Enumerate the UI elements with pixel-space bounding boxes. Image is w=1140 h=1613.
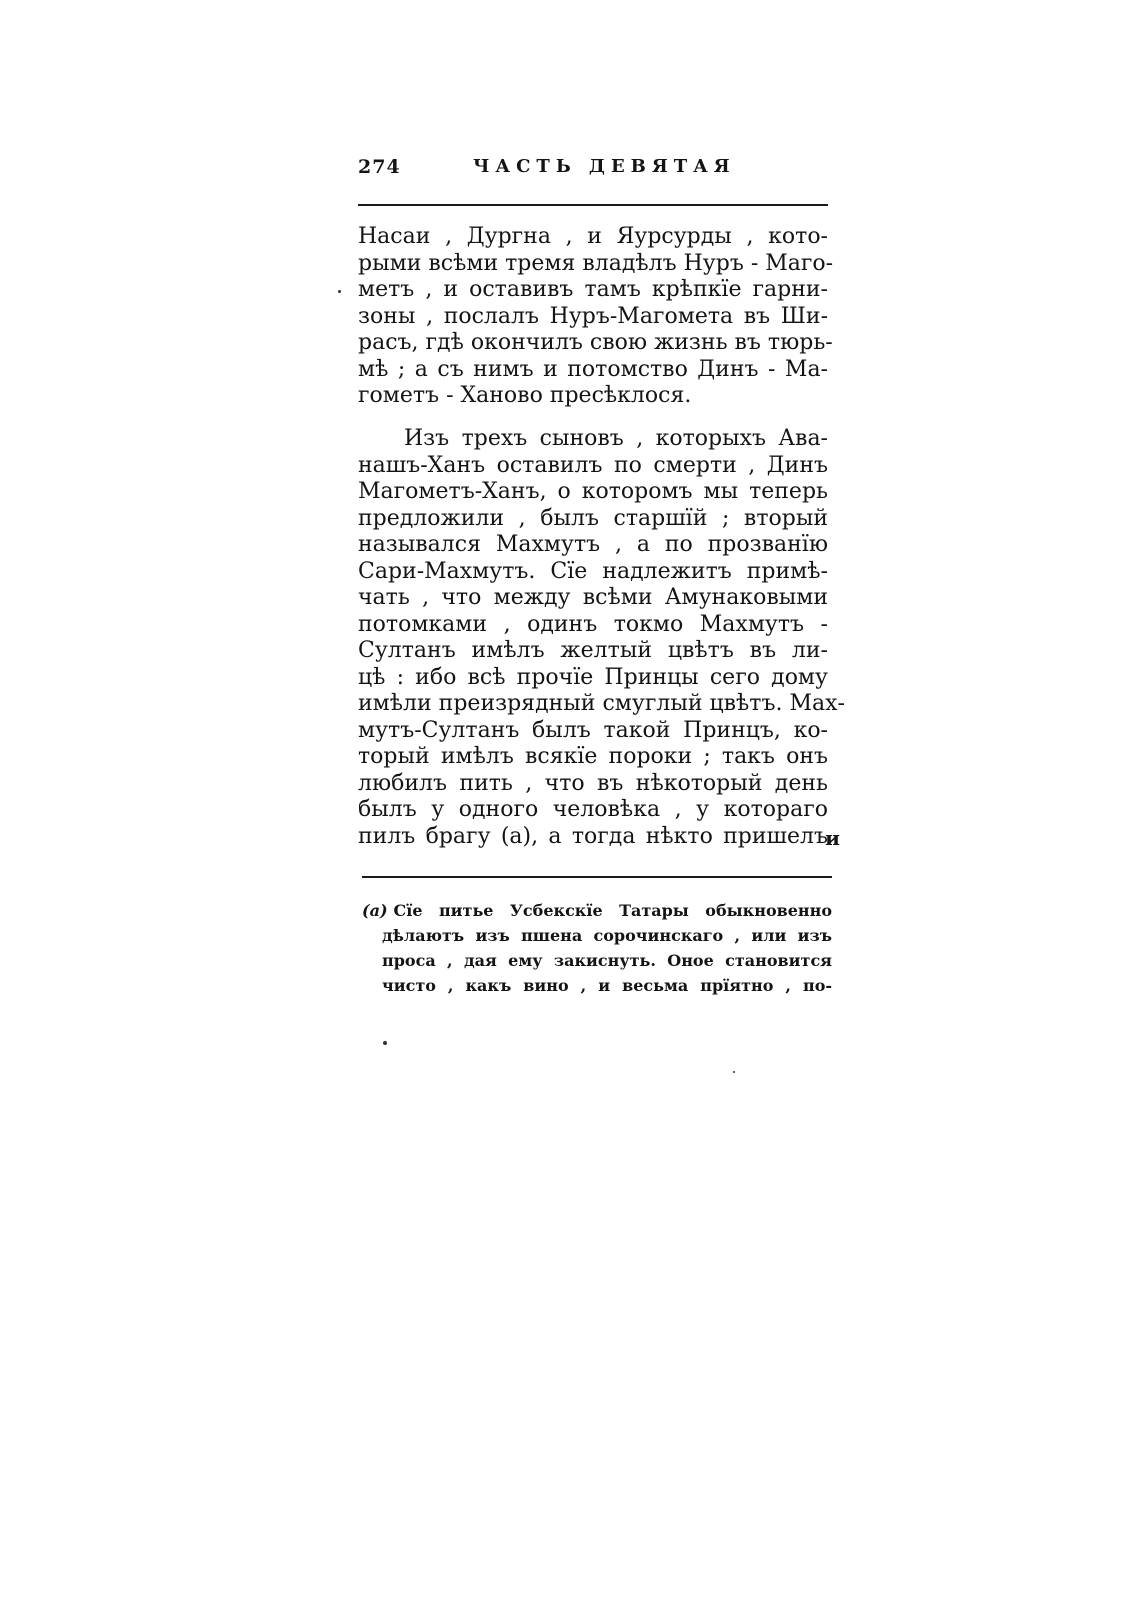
text-line: имѣли преизрядный смуглый цвѣтъ. Мах- [358,691,845,716]
footnote-line [362,898,832,923]
text-line: Магометъ-Ханъ, о которомъ мы теперь [358,479,828,504]
footnote-line-text: Сїе питье Усбекскїе Татары обыкновенно [393,901,832,920]
text-line: былъ у одного человѣка , у котораго [358,797,828,822]
text-line: Насаи , Дургна , и Яурсурды , кото- [358,224,828,249]
text-line: любилъ пить , что въ нѣкоторый день [358,770,828,796]
page-number: 274 [358,156,401,178]
running-head: ЧАСТЬ ДЕВЯТАЯ [473,156,736,177]
text-line: Сари-Махмутъ. Сїе надлежитъ примѣ- [358,558,828,584]
text-line: метъ , и оставивъ тамъ крѣпкїе гарни- [358,277,828,302]
ink-speck [338,290,341,293]
footnote-rule [362,876,832,878]
paragraph-1 [358,224,834,410]
text-line: торый имѣлъ всякїе пороки ; такъ онъ [358,744,828,769]
footnote-marker: (а) [362,901,388,920]
text-line: расъ, гдѣ окончилъ свою жизнь въ тюрь- [358,330,833,355]
paragraph-2 [358,426,845,850]
text-line: предложили , былъ старшїй ; вторый [358,505,828,531]
footnote-line: дѣлаютъ изъ пшена сорочинскаго , или изъ [382,926,832,945]
text-line: мутъ-Султанъ былъ такой Принцъ, ко- [358,717,828,743]
text-line: Изъ трехъ сыновъ , которыхъ Ава- [404,426,828,451]
ink-speck [383,1041,387,1045]
footnote-line: чисто , какъ вино , и весьма прїятно , по- [382,976,832,995]
text-line: гометъ - Ханово пресѣклося. [358,383,692,408]
footnote-line: проса , дая ему закиснуть. Оноe становится [382,951,832,970]
text-line: потомками , одинъ токмо Махмутъ - [358,611,828,637]
text-line: зоны , послалъ Нуръ-Магомета въ Ши- [358,303,828,329]
text-line: Султанъ имѣлъ желтый цвѣтъ въ ли- [358,638,828,663]
text-line: пилъ брагу (а), а тогда нѣкто пришелъ [358,823,828,849]
ink-speck [733,1071,735,1073]
text-line: цѣ : ибо всѣ прочїе Принцы сего дому [358,664,828,690]
text-line: нашъ-Ханъ оставилъ по смерти , Динъ [358,452,828,478]
text-line: чать , что между всѣми Амунаковыми [358,585,828,610]
catchword: и [825,826,840,850]
footnote [362,898,832,998]
text-line: рыми всѣми тремя владѣлъ Нуръ - Маго- [358,250,834,276]
text-line: назывался Махмутъ , а по прозванїю [358,532,828,557]
page-header [358,156,828,186]
text-line: мѣ ; а съ нимъ и потомство Динъ - Ма- [358,356,828,382]
header-rule [358,204,828,206]
